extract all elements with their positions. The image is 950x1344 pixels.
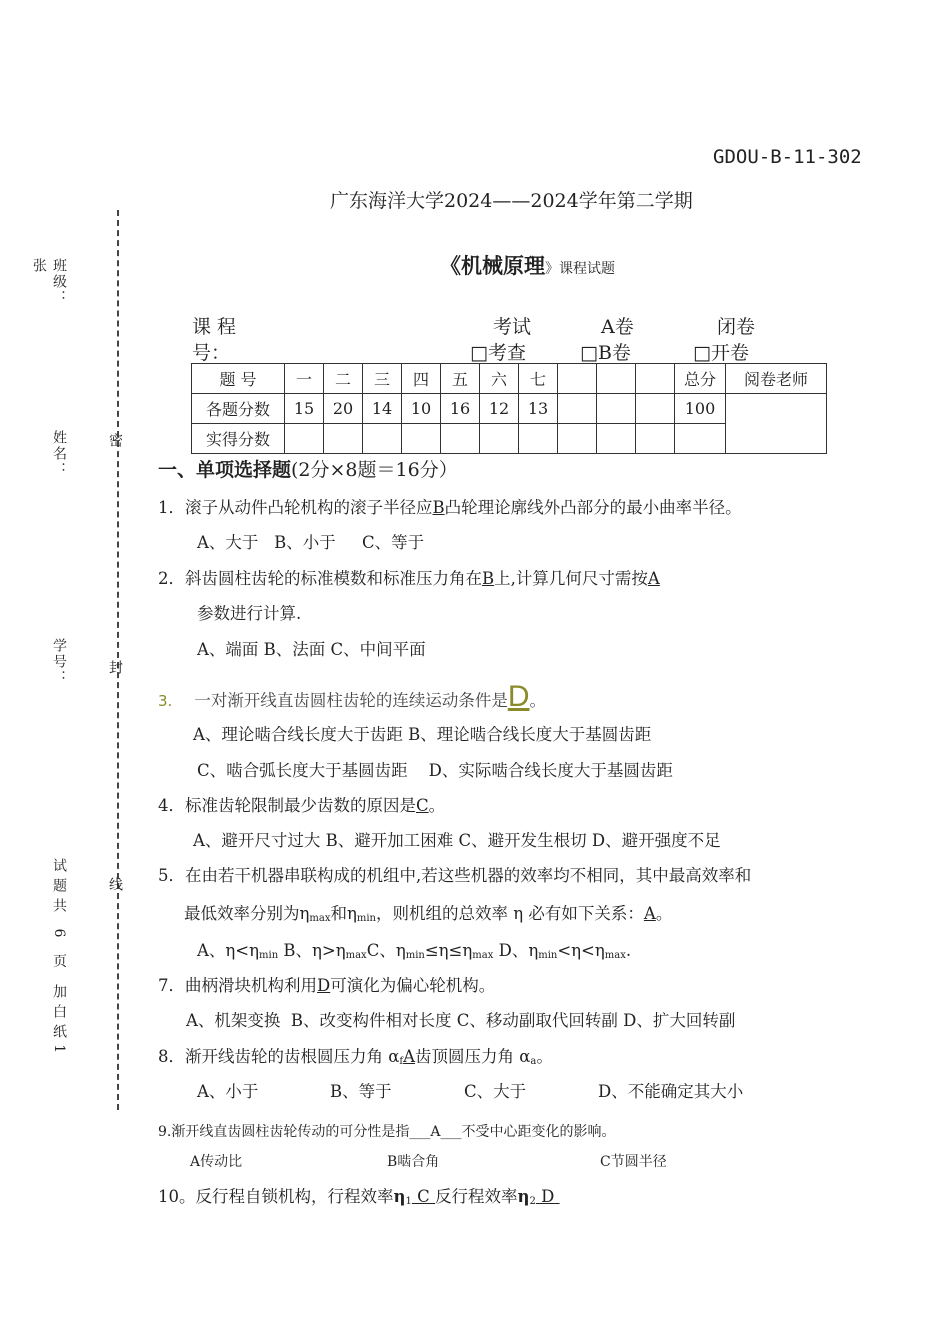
subscript: min [405,950,425,961]
subscript: max [472,950,494,961]
score-input-cell[interactable] [402,424,441,454]
answer: A [643,904,656,923]
question-8-option-c: C、大于 [464,1082,527,1101]
answer: D [535,1187,560,1206]
table-cell: 阅卷老师 [726,364,827,394]
subscript: min [356,913,376,924]
exam-title: 广东海洋大学2024——2024学年第二学期 [330,190,693,212]
question-2 [158,565,660,589]
q-text: 10。反行程自锁机构，行程效率 [158,1187,394,1206]
answer: D [507,680,530,713]
answer: C [411,1187,435,1206]
subscript: a [530,1056,537,1067]
subscript: 2 [529,1196,536,1207]
section-heading: 一、单项选择题 [158,459,292,481]
table-cell: 六 [480,364,519,394]
q-text: . [625,941,632,960]
question-1 [158,494,742,518]
score-input-cell[interactable] [363,424,402,454]
question-7-options: A、机架变换 B、改变构件相对长度 C、移动副取代回转副 D、扩大回转副 [186,1011,736,1030]
seal-char-1: 密 [107,433,123,449]
q-text: 凸轮理论廓线外凸部分的最小曲率半径。 [444,498,742,517]
subscript: 1 [405,1196,412,1207]
question-4-options: A、避开尺寸过大 B、避开加工困难 C、避开发生根切 D、避开强度不足 [193,831,721,850]
q-text: 和η [330,904,357,923]
course-name: 《机械原理 [440,253,545,278]
table-cell: 15 [285,394,324,424]
section-note: (2分×8题＝16分） [291,459,458,481]
paper-b: □B卷 [580,342,631,364]
table-cell: 14 [363,394,402,424]
table-cell: 二 [324,364,363,394]
question-10 [158,1183,560,1207]
score-input-cell[interactable] [519,424,558,454]
table-cell [636,364,675,394]
score-input-cell[interactable] [324,424,363,454]
table-cell: 实得分数 [192,424,285,454]
q-text: 反行程效率 [435,1187,518,1206]
question-8 [158,1043,553,1067]
student-id-label: 学号： [51,638,67,686]
option-d-text: <η<η [557,941,605,960]
answer: B [482,569,495,588]
answer: A [647,569,660,588]
q-text: 4．标准齿轮限制最少齿数的原因是 [158,796,416,815]
table-cell: 三 [363,364,402,394]
table-cell: 20 [324,394,363,424]
closed-book: 闭卷 [717,316,756,338]
subscript: max [604,950,626,961]
section-title [158,455,458,482]
table-cell: 四 [402,364,441,394]
table-cell: 题 号 [192,364,285,394]
question-4 [158,792,445,816]
table-cell: 七 [519,364,558,394]
table-cell [597,364,636,394]
question-9-option-b: B啮合角 [387,1154,440,1170]
table-cell [597,394,636,424]
question-8-option-b: B、等于 [330,1082,392,1101]
score-table [191,363,827,454]
subscript: max [309,913,331,924]
seal-char-3: 线 [107,877,123,893]
q-text: 上,计算几何尺寸需按 [494,569,648,588]
page-count-label: 试题共 6 页 加白纸1 [51,858,67,1060]
question-1-options: A、大于 B、小于 C、等于 [197,533,425,552]
q-text: 7．曲柄滑块机构利用 [158,976,317,995]
question-8-option-d: D、不能确定其大小 [598,1082,744,1101]
table-cell [558,394,597,424]
option-a: A、η<η [197,941,260,960]
option-d: D、η [493,941,539,960]
option-b: B、η>η [278,941,346,960]
score-input-cell[interactable] [480,424,519,454]
seal-char-2: 封 [107,660,123,676]
course-title [440,250,615,280]
eta-symbol: η [393,1187,406,1206]
question-8-option-a: A、小于 [197,1082,259,1101]
eta-symbol: η [517,1187,530,1206]
q-text: ，则机组的总效率 η 必有如下关系： [376,904,644,923]
q-text: 。 [655,904,673,923]
exam-type-exam: 考试 [493,316,532,338]
question-2-options: A、端面 B、法面 C、中间平面 [197,640,426,659]
grader-cell[interactable] [726,394,827,454]
q-text: 齿顶圆压力角 α [415,1047,531,1066]
q-text: 8．渐开线齿轮的齿根圆压力角 α [158,1047,400,1066]
table-row [192,364,827,394]
score-input-cell[interactable] [597,424,636,454]
answer: ___A___ [409,1124,462,1140]
table-cell [558,364,597,394]
q-text: 。 [428,796,446,815]
name-label: 姓名： [51,430,67,478]
q-number: 3. [158,692,173,710]
question-9-option-c: C节圆半径 [600,1154,667,1170]
table-row [192,394,827,424]
subscript: max [345,950,367,961]
open-book: □开卷 [693,342,749,364]
q-text: 。 [529,691,546,710]
option-c-text: ≤η≤η [424,941,473,960]
table-cell: 各题分数 [192,394,285,424]
answer: A [403,1047,416,1066]
q-text: 可演化为偏心轮机构。 [330,976,496,995]
score-input-cell[interactable] [285,424,324,454]
question-5: 5．在由若干机器串联构成的机组中,若这些机器的效率均不相同，其中最高效率和 [158,866,752,885]
answer: D [317,976,331,995]
table-cell: 16 [441,394,480,424]
table-cell: 100 [675,394,726,424]
margin-name-char: 张 [31,258,47,274]
subscript: min [538,950,558,961]
q-text: 9.渐开线直齿圆柱齿轮传动的可分性是指 [158,1124,410,1140]
table-cell: 总分 [675,364,726,394]
subscript: f [399,1056,404,1067]
class-label: 班级： [51,258,67,306]
score-input-cell[interactable] [441,424,480,454]
q-text: 2．斜齿圆柱齿轮的标准模数和标准压力角在 [158,569,482,588]
answer: B [432,498,445,517]
option-c: C、η [366,941,406,960]
score-input-cell[interactable] [675,424,726,454]
answer: C [416,796,429,815]
table-cell: 12 [480,394,519,424]
q-text: 一对渐开线直齿圆柱齿轮的连续运动条件是 [194,691,508,710]
exam-type-check: □考查 [470,342,526,364]
table-cell: 13 [519,394,558,424]
q-text: 1．滚子从动件凸轮机构的滚子半径应 [158,498,433,517]
table-cell: 五 [441,364,480,394]
table-cell [636,394,675,424]
question-5-line2 [184,900,672,924]
question-5-options [197,937,631,961]
course-suffix: 》课程试题 [545,261,615,277]
question-9-option-a: A传动比 [190,1154,243,1170]
question-9 [158,1121,615,1141]
document-code: GDOU-B-11-302 [713,146,862,168]
q-text: 不受中心距变化的影响。 [461,1124,616,1140]
question-3 [158,680,546,714]
table-cell: 一 [285,364,324,394]
question-2-line2: 参数进行计算. [197,604,302,623]
q-text: 最低效率分别为η [184,904,310,923]
question-3-options-1: A、理论啮合线长度大于齿距 B、理论啮合线长度大于基圆齿距 [193,725,652,744]
course-number-label-2: 号： [192,342,231,364]
score-input-cell[interactable] [636,424,675,454]
question-3-options-2: C、啮合弧长度大于基圆齿距 D、实际啮合线长度大于基圆齿距 [197,761,673,780]
table-cell: 10 [402,394,441,424]
score-input-cell[interactable] [558,424,597,454]
subscript: min [259,950,279,961]
paper-a: A卷 [601,316,634,338]
q-text: 。 [536,1047,553,1066]
question-7 [158,972,495,996]
course-number-label: 课 程 [192,316,237,338]
